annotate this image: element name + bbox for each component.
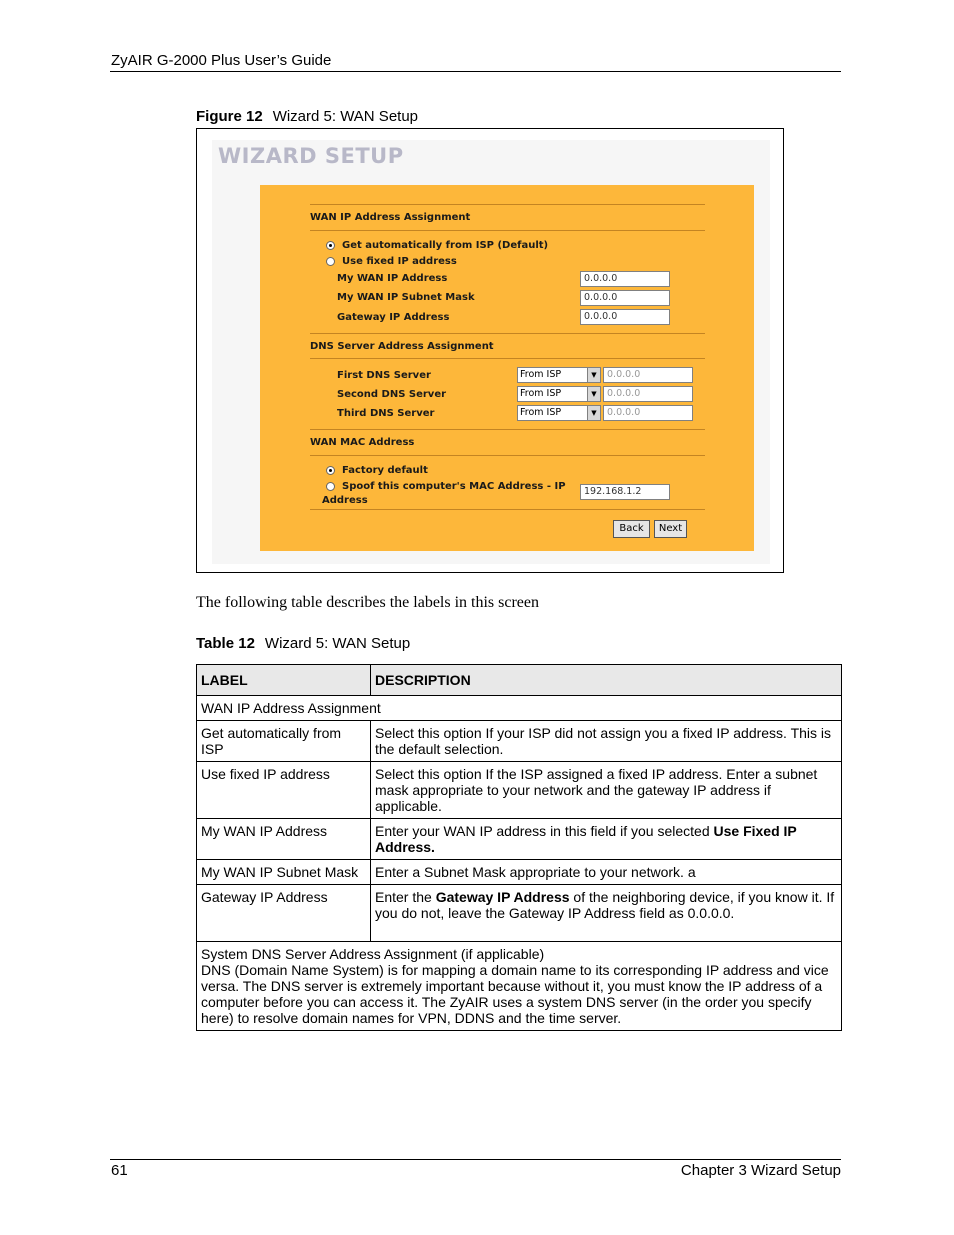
column-header-label: LABEL — [197, 665, 371, 696]
second-dns-ip-input[interactable]: 0.0.0.0 — [603, 386, 693, 402]
first-dns-select[interactable] — [517, 367, 601, 383]
gateway-ip-input[interactable]: 0.0.0.0 — [580, 309, 670, 325]
gateway-ip-label: Gateway IP Address — [337, 312, 450, 323]
third-dns-label: Third DNS Server — [337, 408, 435, 419]
divider — [310, 333, 705, 334]
subnet-mask-input[interactable]: 0.0.0.0 — [580, 290, 670, 306]
back-button[interactable]: Back — [613, 520, 650, 538]
spoof-ip-input[interactable]: 192.168.1.2 — [580, 484, 670, 500]
divider — [310, 429, 705, 430]
first-dns-ip-input[interactable]: 0.0.0.0 — [603, 367, 693, 383]
page-number: 61 — [111, 1162, 128, 1179]
row-description — [371, 885, 842, 942]
footer-rule — [110, 1159, 841, 1160]
dns-heading: DNS Server Address Assignment — [310, 341, 494, 352]
figure-caption — [196, 108, 418, 125]
figure-title: Wizard 5: WAN Setup — [272, 108, 419, 125]
row-description-bold: Gateway IP Address — [435, 889, 570, 905]
wan-ip-heading: WAN IP Address Assignment — [310, 212, 471, 223]
second-dns-label: Second DNS Server — [337, 389, 447, 400]
radio-spoof-mac[interactable] — [326, 482, 335, 491]
divider — [310, 230, 705, 231]
radio-factory-default-label: Factory default — [342, 465, 428, 476]
table-caption — [196, 635, 410, 652]
dns-section-title: System DNS Server Address Assignment (if applicable) — [201, 946, 545, 962]
table-row — [197, 819, 842, 860]
radio-spoof-mac-label: Spoof this computer's MAC Address - IP — [342, 481, 566, 492]
row-description-text-cont: of the neighboring device, if you know it. If you do not, leave the Gateway IP Address field as 0.0.0.0. — [375, 889, 835, 921]
dns-section-cell — [197, 942, 842, 1031]
row-label: My WAN IP Address — [197, 819, 371, 860]
table-section-row — [197, 942, 842, 1031]
divider — [310, 455, 705, 456]
table-number: Table 12 — [196, 635, 255, 652]
radio-factory-default[interactable] — [326, 466, 335, 475]
table-title: Wizard 5: WAN Setup — [264, 635, 411, 652]
dns-section-body: DNS (Domain Name System) is for mapping a domain name to its corresponding IP address and vice versa. The DNS server is extremely important because without it, you must know the IP address of a computer before you can access it. The ZyAIR uses a system DNS server (in the order you specify here) to resolve domain names for VPN, DDNS and the time server. — [201, 962, 829, 1026]
third-dns-ip-input[interactable]: 0.0.0.0 — [603, 405, 693, 421]
intro-paragraph: The following table describes the labels in this screen — [196, 594, 540, 611]
first-dns-select-value: From ISP — [520, 369, 562, 380]
table-row — [197, 860, 842, 885]
next-button[interactable]: Next — [654, 520, 687, 538]
table-section-row — [197, 696, 842, 721]
figure-number: Figure 12 — [196, 108, 263, 125]
chapter-title: Chapter 3 Wizard Setup — [680, 1162, 841, 1179]
divider — [310, 358, 705, 359]
row-description-text: Enter the — [375, 889, 436, 905]
wizard-title: WIZARD SETUP — [218, 144, 404, 168]
table-row — [197, 885, 842, 942]
label-description-table — [196, 664, 842, 1031]
document-header-title: ZyAIR G-2000 Plus User’s Guide — [111, 52, 332, 69]
chevron-down-icon: ▼ — [587, 406, 600, 420]
chevron-down-icon: ▼ — [587, 368, 600, 382]
row-description-bold: Use Fixed IP Address. — [375, 823, 797, 855]
my-wan-ip-input[interactable]: 0.0.0.0 — [580, 271, 670, 287]
radio-get-auto-label: Get automatically from ISP (Default) — [342, 240, 549, 251]
table-header-row — [197, 665, 842, 696]
row-label: Get automatically from ISP — [197, 721, 371, 762]
row-label: Use fixed IP address — [197, 762, 371, 819]
radio-use-fixed[interactable] — [326, 257, 335, 266]
row-description: Select this option If the ISP assigned a fixed IP address. Enter a subnet mask appropriate to your network and the gateway IP address if applicable. — [371, 762, 842, 819]
radio-use-fixed-label: Use fixed IP address — [342, 256, 457, 267]
subnet-mask-label: My WAN IP Subnet Mask — [337, 292, 475, 303]
section-heading: WAN IP Address Assignment — [197, 696, 842, 721]
third-dns-select-value: From ISP — [520, 407, 562, 418]
wan-setup-panel — [260, 185, 754, 551]
row-description — [371, 819, 842, 860]
mac-heading: WAN MAC Address — [310, 437, 415, 448]
header-rule — [110, 71, 841, 72]
table-row — [197, 721, 842, 762]
radio-get-auto[interactable] — [326, 241, 335, 250]
row-label: My WAN IP Subnet Mask — [197, 860, 371, 885]
row-description: Select this option If your ISP did not assign you a fixed IP address. This is the default selection. — [371, 721, 842, 762]
my-wan-ip-label: My WAN IP Address — [337, 273, 448, 284]
row-label: Gateway IP Address — [197, 885, 371, 942]
row-description-text: Enter your WAN IP address in this field if you selected — [375, 823, 714, 839]
chevron-down-icon: ▼ — [587, 387, 600, 401]
row-description: Enter a Subnet Mask appropriate to your network. a — [371, 860, 842, 885]
table-row — [197, 762, 842, 819]
divider — [310, 204, 705, 205]
second-dns-select[interactable] — [517, 386, 601, 402]
divider — [310, 509, 705, 510]
first-dns-label: First DNS Server — [337, 370, 431, 381]
second-dns-select-value: From ISP — [520, 388, 562, 399]
third-dns-select[interactable] — [517, 405, 601, 421]
radio-spoof-mac-label-cont: Address — [322, 495, 368, 506]
column-header-description: DESCRIPTION — [371, 665, 842, 696]
